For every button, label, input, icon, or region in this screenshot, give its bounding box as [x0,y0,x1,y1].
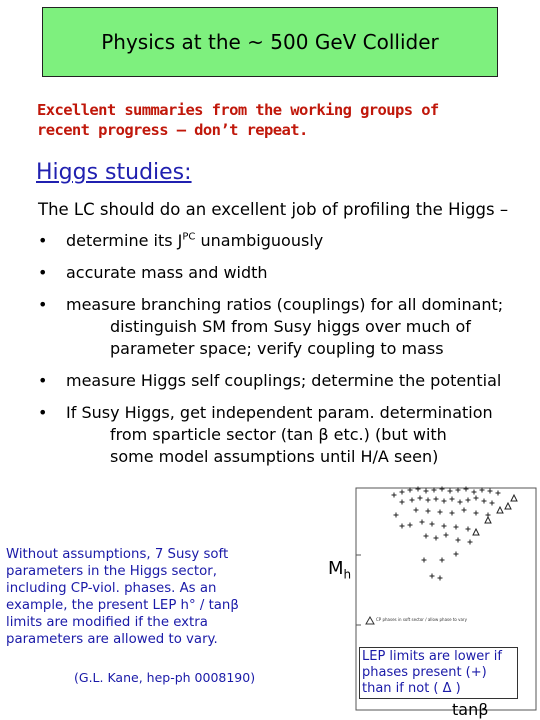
note-line: including CP-viol. phases. As an [6,581,217,596]
plus-marker [454,525,459,530]
plus-marker [394,513,399,518]
bullet-marker: • [38,371,48,390]
x-axis-label: tanβ [452,700,489,719]
plus-marker [450,511,455,516]
plus-marker [424,534,429,539]
plus-marker [426,509,431,514]
triangle-marker [505,503,511,509]
plus-marker [400,500,405,505]
plus-marker [468,540,473,545]
plus-marker [430,574,435,579]
bullet-marker: • [38,295,48,314]
plus-marker [454,552,459,557]
triangle-marker [497,507,503,513]
plus-marker [420,520,425,525]
y-axis-label-main: M [328,558,344,579]
title-box [42,7,498,77]
plus-marker [440,487,445,492]
plus-marker [442,499,447,504]
plus-marker [434,497,439,502]
note-line: example, the present LEP h° / tanβ [6,598,239,613]
bullet-marker: • [38,403,48,422]
citation: (G.L. Kane, hep-ph 0008190) [74,670,256,685]
bullet-marker: • [38,263,48,282]
plus-marker [462,508,467,513]
plus-marker [392,493,397,498]
bullet-text-main: determine its J [66,231,183,250]
plus-marker [474,496,479,501]
bullet-text: measure branching ratios (couplings) for all dominant; [66,295,504,314]
triangle-marker [511,495,517,501]
bullet-text: If Susy Higgs, get independent param. determination [66,403,493,422]
intro-text: The LC should do an excellent job of profiling the Higgs – [38,200,509,219]
plus-marker [440,558,445,563]
plus-marker [482,499,487,504]
plus-marker [438,510,443,515]
plus-marker [490,501,495,506]
plus-marker [410,498,415,503]
plus-marker [464,487,469,492]
triangle-marker [485,517,491,523]
note-line: parameters are allowed to vary. [6,632,218,647]
plus-marker [416,487,421,492]
plus-marker [472,490,477,495]
bullet-text: distinguish SM from Susy higgs over much of [110,317,471,336]
slide-title: Physics at the ~ 500 GeV Collider [101,30,439,54]
bullet-superscript: PC [182,231,196,243]
plus-marker [418,496,423,501]
plus-marker [424,489,429,494]
plus-marker [456,538,461,543]
plus-marker [430,522,435,527]
plus-marker [400,490,405,495]
bullet-text: parameter space; verify coupling to mass [110,339,444,358]
y-axis-label [328,558,351,582]
plot-legend: CP phases in soft sector / allow phase to vary [376,617,467,622]
plus-marker [426,498,431,503]
bullet-text-rest: unambiguously [195,231,324,250]
bullet-marker: • [38,231,48,250]
plus-marker [442,524,447,529]
summary-line: recent progress – don’t repeat. [37,121,308,139]
section-title: Higgs studies: [36,160,192,185]
plus-marker [408,523,413,528]
plus-marker [400,524,405,529]
plus-marker [414,508,419,513]
plus-marker [434,536,439,541]
summary-line: Excellent summaries from the working groups of [37,101,439,119]
note-line: Without assumptions, 7 Susy soft [6,547,229,562]
plus-marker [488,489,493,494]
plus-marker [422,558,427,563]
plus-marker [458,500,463,505]
plus-marker [438,576,443,581]
plus-marker [448,489,453,494]
bullet-text: from sparticle sector (tan β etc.) (but with [110,425,447,444]
plus-marker [444,533,449,538]
bullet-text: accurate mass and width [66,263,268,282]
assumptions-note [6,546,286,648]
plus-marker [466,498,471,503]
lep-limits-note: LEP limits are lower if phases present (+) than if not ( Δ ) [359,647,518,699]
y-axis-label-sub: h [343,567,352,582]
plus-marker [466,527,471,532]
note-line: parameters in the Higgs sector, [6,564,217,579]
plus-marker [450,497,455,502]
triangle-marker [473,529,479,535]
bullet-text [66,230,323,252]
plus-marker [474,511,479,516]
bullet-text: some model assumptions until H/A seen) [110,447,439,466]
note-line: limits are modified if the extra [6,615,208,630]
bullet-text: measure Higgs self couplings; determine the potential [66,371,502,390]
summary-note [37,100,517,140]
plus-marker [496,491,501,496]
